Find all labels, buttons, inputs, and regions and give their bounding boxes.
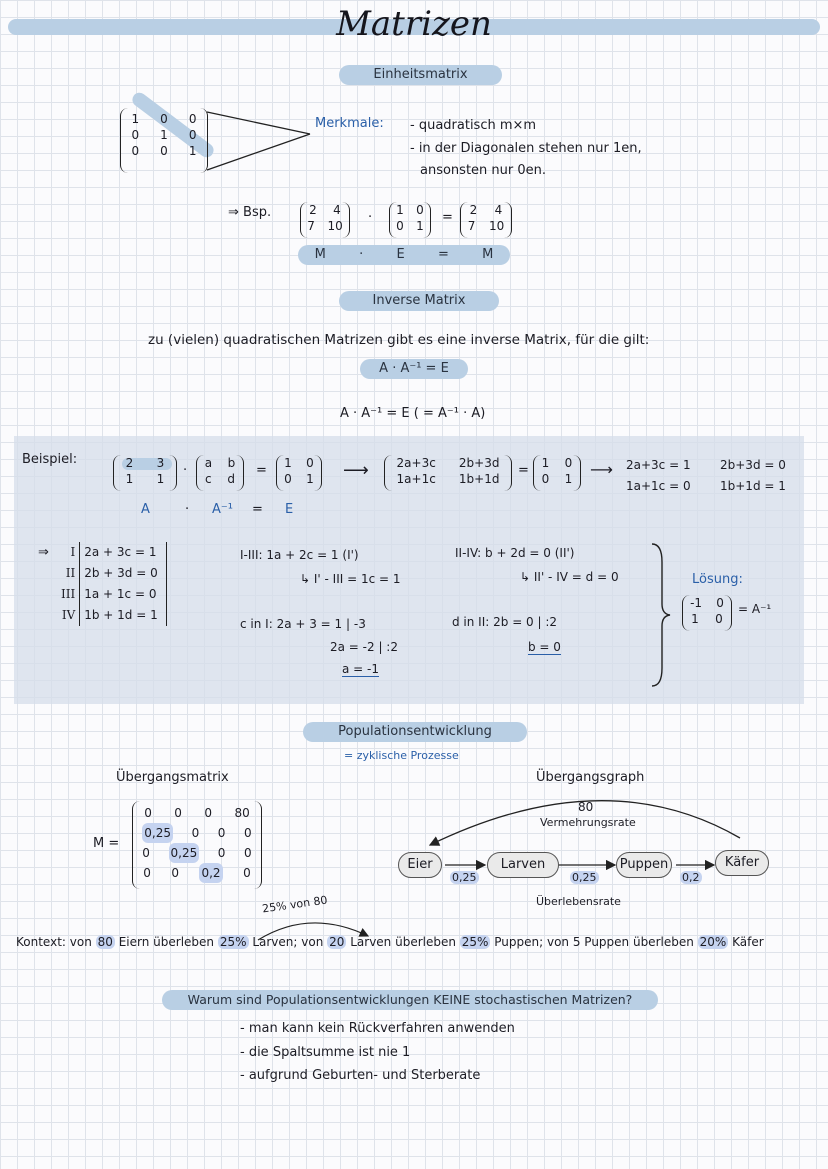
cell: 0: [396, 219, 404, 233]
label-a: A: [141, 502, 150, 517]
cell: 1: [284, 456, 292, 470]
step-4b: b = 0: [528, 640, 561, 654]
cell: 2b+3d: [458, 456, 500, 470]
m-e-m-band: [298, 245, 510, 265]
cell: 2: [125, 456, 134, 470]
cell: 1: [160, 128, 168, 142]
cell: 0: [131, 144, 140, 158]
kontext-part: Eiern überleben: [114, 935, 218, 949]
cell: 0: [204, 806, 213, 820]
eq-right-1: 2a+3c = 1: [626, 458, 691, 472]
cell: 0: [160, 112, 168, 126]
cell: 0: [416, 203, 424, 217]
step-1b: ↳ I' - III = 1c = 1: [300, 572, 401, 586]
step-4a: d in II: 2b = 0 | :2: [452, 615, 558, 629]
cell: 1: [396, 203, 404, 217]
bracket-lines: [205, 108, 315, 178]
cell: 1: [691, 612, 699, 626]
example-matrix-result: [460, 202, 512, 238]
cell: 0,25: [142, 823, 173, 843]
kontext-part: 20%: [699, 935, 727, 949]
equals-sign: =: [442, 210, 453, 225]
arrow-1: ⟶: [343, 460, 369, 481]
cell: 0: [188, 128, 197, 142]
merkmale-label: Merkmale:: [315, 116, 384, 131]
cell: 10: [488, 219, 505, 233]
eq-num: III: [60, 584, 80, 605]
eq-right-2: 2b+3d = 0: [720, 458, 786, 472]
eq-text: 1b + 1d = 1: [80, 605, 167, 626]
identity-matrix: [120, 108, 208, 173]
matrix-e2: [533, 455, 581, 491]
graph-label: Übergangsgraph: [536, 770, 645, 785]
merkmal-3: ansonsten nur 0en.: [420, 163, 547, 178]
cell: 0: [284, 472, 292, 486]
band-m2: M: [482, 247, 494, 262]
bsp-label: ⇒ Bsp.: [228, 205, 272, 220]
band-eq: =: [437, 247, 449, 262]
edge-label-3: 0,2: [682, 871, 700, 884]
eq-text: 2a + 3c = 1: [80, 542, 167, 563]
eq-right-3: 1a+1c = 0: [626, 479, 691, 493]
cell: 0: [564, 456, 573, 470]
loesung-label: Lösung:: [692, 572, 743, 587]
cell: 1: [156, 472, 165, 486]
uebergangsmatrix-label: Übergangsmatrix: [116, 770, 229, 785]
merkmal-1: - quadratisch m×m: [410, 118, 537, 133]
kontext-part: Kontext: von: [16, 935, 96, 949]
eq-right-4: 1b+1d = 1: [720, 479, 786, 493]
eq-text: 1a + 1c = 0: [80, 584, 167, 605]
answer-1: - man kann kein Rückverfahren anwenden: [240, 1021, 515, 1036]
cell: 1: [306, 472, 314, 486]
step-3c: a = -1: [342, 662, 380, 676]
cell: 0: [144, 806, 152, 820]
kontext-part: Larven; von: [248, 935, 328, 949]
cell: -1: [690, 596, 703, 610]
step-2: II-IV: b + 2d = 0 (II'): [455, 546, 575, 560]
cell: 1: [125, 472, 134, 486]
example-matrix-m: [300, 202, 350, 238]
label-dot: ·: [185, 502, 190, 517]
edge-label-1: 0,25: [452, 871, 477, 884]
section-population: Populationsentwicklung: [303, 722, 527, 742]
node-kaefer: Käfer: [715, 850, 769, 876]
label-a-inv: A⁻¹: [212, 502, 233, 517]
arc-label: 25% von 80: [261, 893, 329, 916]
cell: 0: [716, 596, 724, 610]
band-e: E: [396, 247, 405, 262]
m-label: M =: [93, 836, 120, 851]
kontext-part: 25%: [461, 935, 489, 949]
dot-operator: ·: [183, 463, 188, 478]
section-inverse: Inverse Matrix: [339, 291, 499, 311]
matrix-x: [196, 455, 244, 491]
kontext-part: 25%: [219, 935, 247, 949]
top-value: 80: [578, 800, 594, 814]
cell: 0: [243, 866, 251, 880]
formula-full: A · A⁻¹ = E ( = A⁻¹ · A): [340, 406, 486, 421]
inverse-intro: zu (vielen) quadratischen Matrizen gibt es eine inverse Matrix, für die gilt:: [148, 332, 650, 348]
band-dot: ·: [359, 247, 364, 262]
cell: 0: [171, 866, 179, 880]
cell: 1: [416, 219, 424, 233]
equals-sign: =: [518, 463, 529, 478]
cell: 0: [142, 846, 150, 860]
system-arrow: ⇒: [38, 545, 49, 560]
cell: 0: [160, 144, 168, 158]
formula-highlight: A · A⁻¹ = E: [360, 359, 468, 379]
cell: 0: [306, 456, 314, 470]
product-matrix: [384, 455, 512, 491]
kontext-part: Käfer: [728, 935, 764, 949]
matrix-e: [276, 455, 322, 491]
cell: 0: [244, 846, 252, 860]
cell: 7: [307, 219, 315, 233]
cell: 3: [156, 456, 165, 470]
cell: 2: [309, 203, 317, 217]
node-eier: Eier: [398, 852, 442, 878]
cell: 4: [494, 203, 503, 217]
step-3a: c in I: 2a + 3 = 1 | -3: [240, 617, 366, 631]
cell: 7: [467, 219, 476, 233]
step-2b: ↳ II' - IV = d = 0: [520, 570, 619, 584]
section-einheitsmatrix: Einheitsmatrix: [339, 65, 502, 85]
band-m: M: [314, 247, 326, 262]
cell: 80: [234, 806, 250, 820]
eq-num: I: [60, 542, 80, 563]
cell: 0: [244, 826, 252, 840]
label-eq: =: [252, 502, 263, 517]
cell: d: [227, 472, 236, 486]
arrow-2: ⟶: [590, 460, 613, 479]
cell: 0: [131, 128, 140, 142]
solution-eq: = A⁻¹: [738, 602, 772, 616]
dot-operator: ·: [368, 210, 373, 225]
example-matrix-e: [389, 202, 431, 238]
cell: 0: [715, 612, 723, 626]
cell: 4: [333, 203, 341, 217]
cell: 1: [188, 144, 197, 158]
cell: 1a+1c: [396, 472, 436, 486]
step-3b: 2a = -2 | :2: [330, 640, 398, 654]
step-1: I-III: 1a + 2c = 1 (I'): [240, 548, 359, 562]
eq-num: IV: [60, 605, 80, 626]
answer-3: - aufgrund Geburten- und Sterberate: [240, 1068, 481, 1083]
cell: 1b+1d: [458, 472, 500, 486]
ueberlebensrate-label: Überlebensrate: [536, 895, 621, 908]
population-subtitle: = zyklische Prozesse: [344, 749, 459, 762]
cell: 0: [174, 806, 182, 820]
equals-sign: =: [256, 463, 267, 478]
question-pill: Warum sind Populationsentwicklungen KEINE stochastischen Matrizen?: [162, 990, 658, 1010]
label-e: E: [285, 502, 294, 517]
kontext-part: 80: [97, 935, 113, 949]
node-puppen: Puppen: [616, 852, 672, 878]
cell: 2a+3c: [396, 456, 436, 470]
cell: 1: [131, 112, 140, 126]
cell: 0,2: [199, 863, 222, 883]
cell: 0,25: [169, 843, 200, 863]
cell: 1: [564, 472, 573, 486]
answer-2: - die Spaltsumme ist nie 1: [240, 1045, 411, 1060]
equation-system: [60, 542, 167, 626]
cell: 10: [327, 219, 343, 233]
eq-text: 2b + 3d = 0: [80, 563, 167, 584]
cell: 0: [217, 846, 226, 860]
kontext-part: Puppen; von 5 Puppen überleben: [490, 935, 698, 949]
eq-num: II: [60, 563, 80, 584]
cell: 0: [191, 826, 200, 840]
cell: c: [204, 472, 212, 486]
edge-label-2: 0,25: [572, 871, 597, 884]
cell: 0: [217, 826, 226, 840]
page-title: Matrizen: [336, 4, 492, 44]
beispiel-label: Beispiel:: [22, 452, 78, 467]
cell: 2: [469, 203, 478, 217]
cell: 0: [541, 472, 550, 486]
vermehrungsrate-label: Vermehrungsrate: [540, 816, 636, 829]
brace: [648, 542, 672, 688]
kontext-part: Larven überleben: [346, 935, 460, 949]
node-larven: Larven: [487, 852, 559, 878]
merkmal-2: - in der Diagonalen stehen nur 1en,: [410, 141, 642, 156]
cell: 0: [188, 112, 197, 126]
cell: 0: [143, 866, 151, 880]
matrix-a: [113, 455, 177, 491]
kontext-line: [16, 935, 764, 949]
cell: a: [204, 456, 213, 470]
solution-matrix: [682, 595, 732, 631]
cell: 1: [541, 456, 550, 470]
kontext-part: 20: [329, 935, 345, 949]
cell: b: [227, 456, 236, 470]
transition-matrix: [132, 801, 262, 889]
